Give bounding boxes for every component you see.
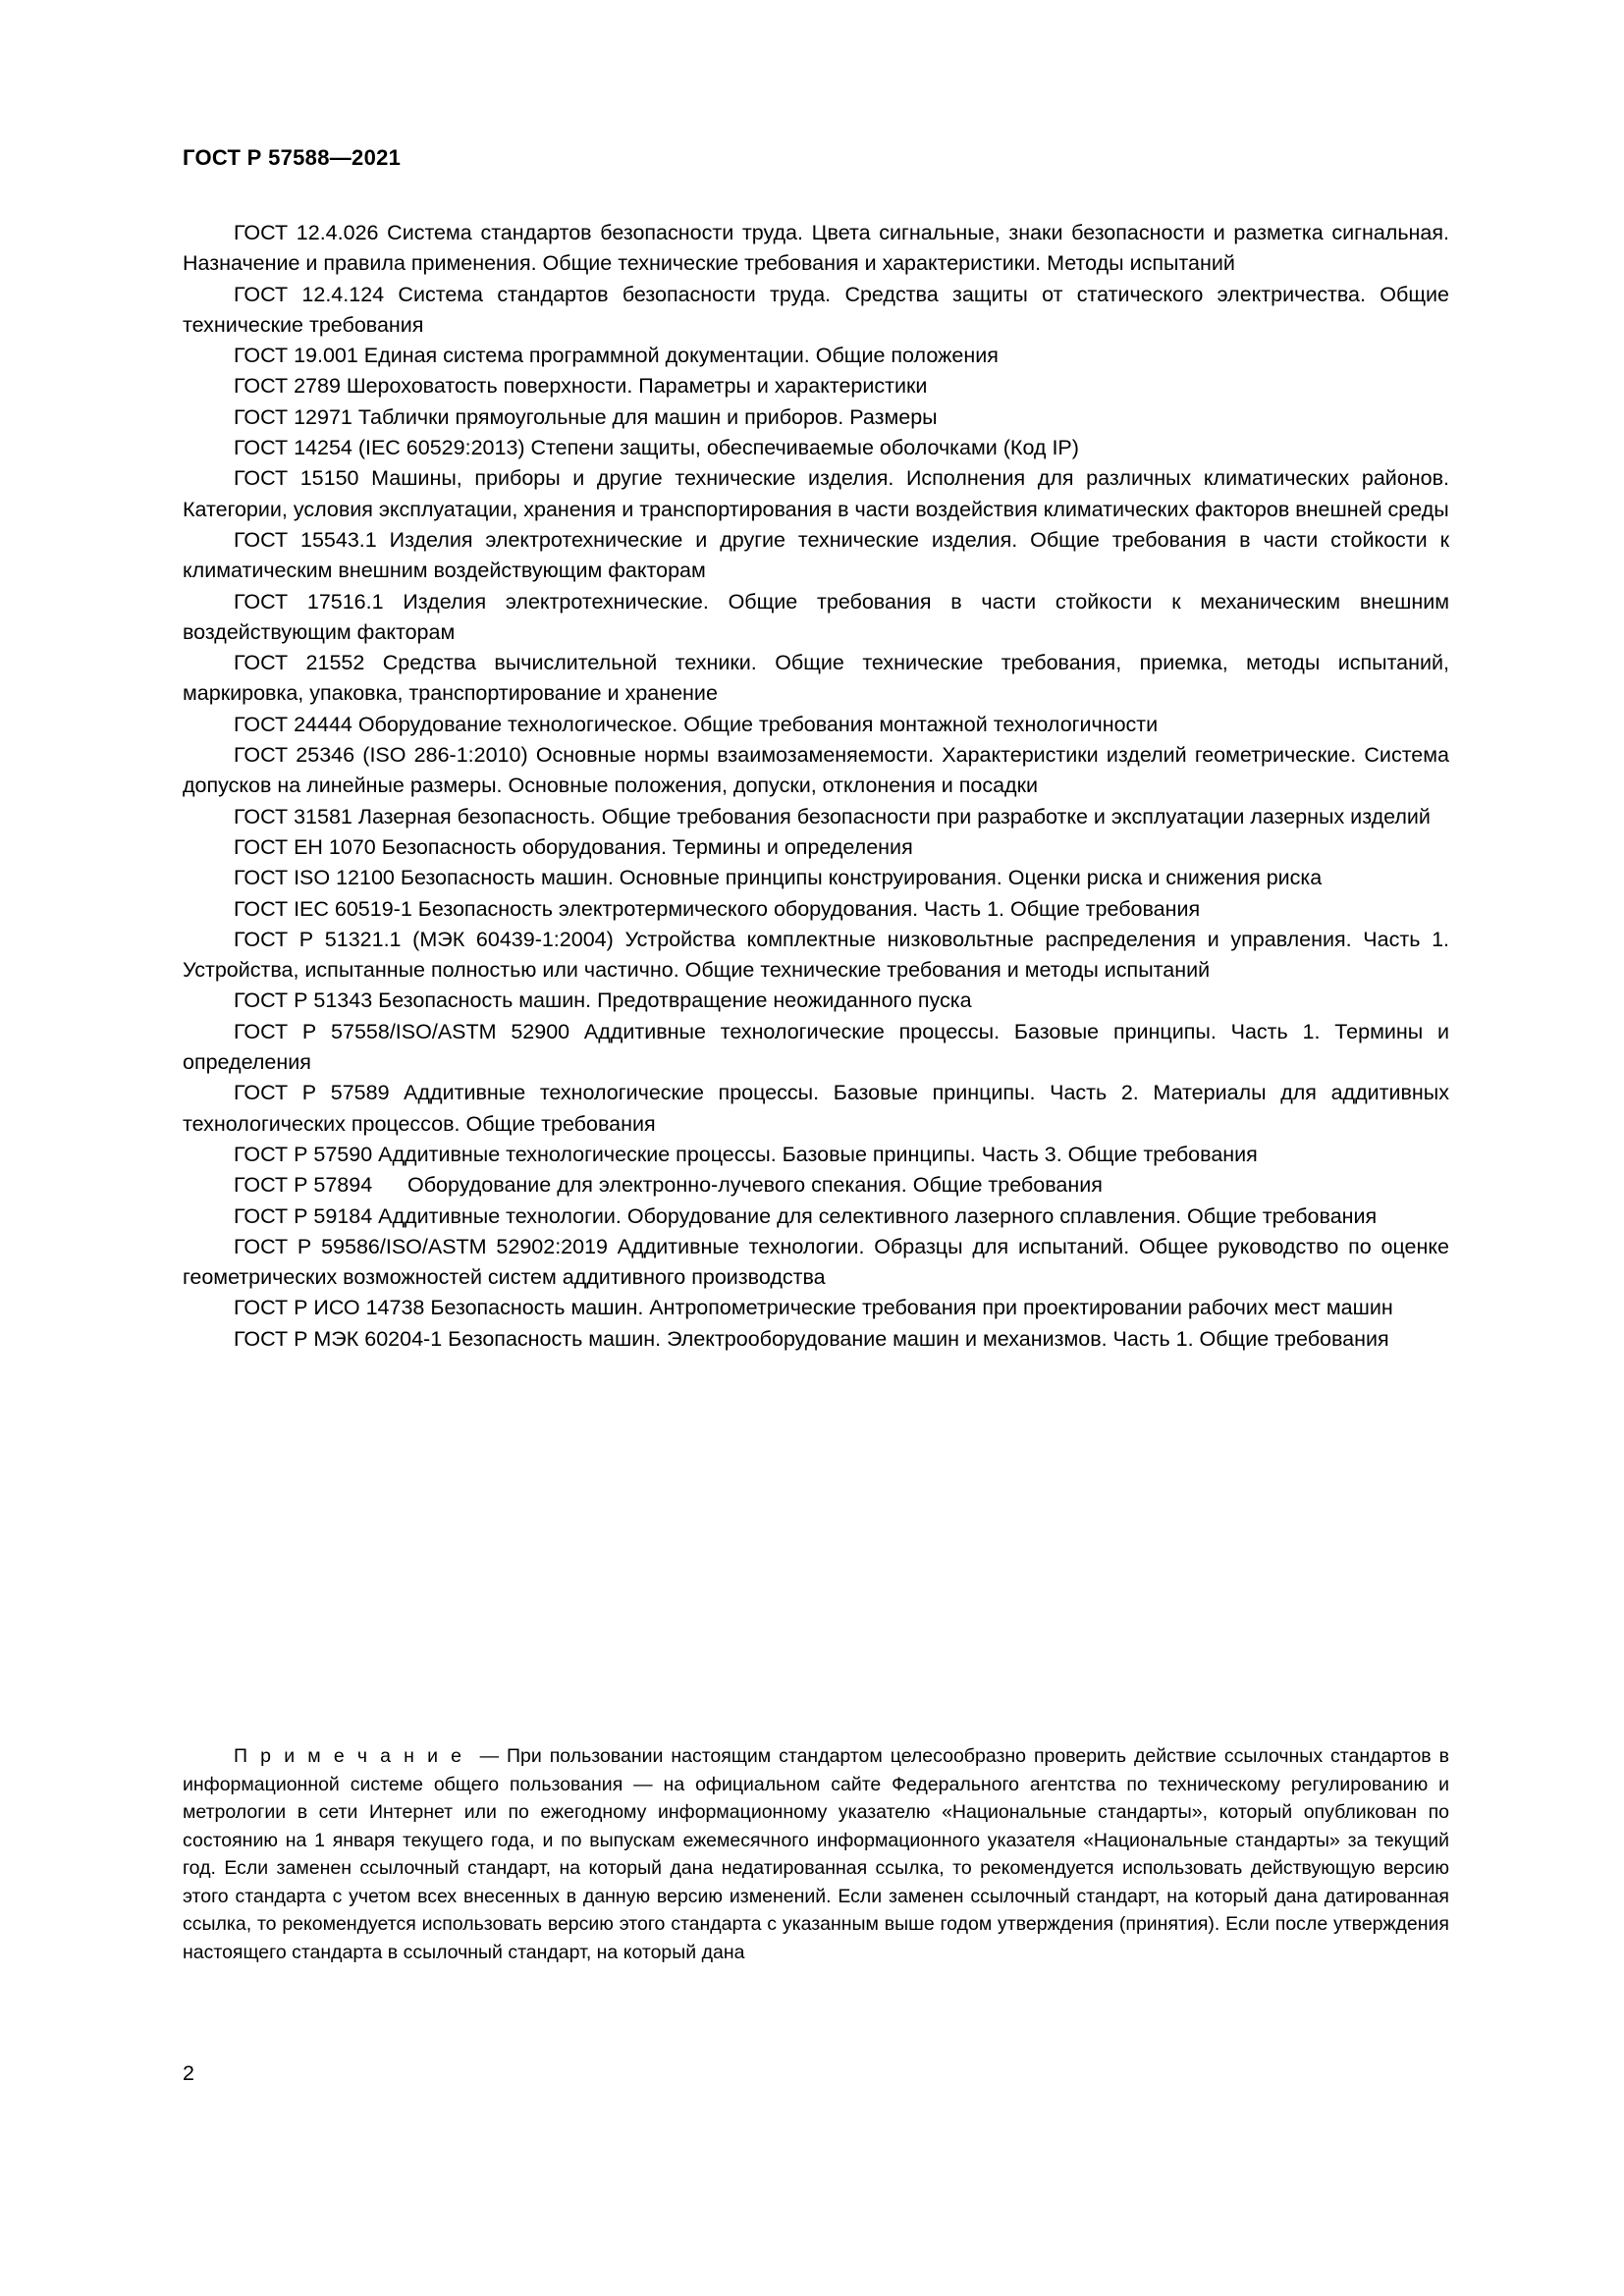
paragraph: ГОСТ Р 57590 Аддитивные технологические процессы. Базовые принципы. Часть 3. Общие требования (234, 1142, 1258, 1166)
paragraph: ГОСТ 14254 (IEC 60529:2013) Степени защиты, обеспечиваемые оболочками (Код IP) (234, 436, 1079, 460)
paragraph: ГОСТ Р 57558/ISO/ASTM 52900 Аддитивные технологические процессы. Базовые принципы. Часть 1. Термины и определения (183, 1019, 1449, 1075)
paragraph: ГОСТ Р 57894 Оборудование для электронно-лучевого спекания. Общие требования (234, 1173, 1103, 1198)
paragraph: ГОСТ Р 59586/ISO/ASTM 52902:2019 Аддитивные технологии. Образцы для испытаний. Общее руководство по оценке геометрических возможностей систем аддитивного производства (183, 1234, 1449, 1290)
paragraph: ГОСТ 19.001 Единая система программной документации. Общие положения (234, 344, 999, 368)
paragraph: ГОСТ 15150 Машины, приборы и другие технические изделия. Исполнения для различных климатических районов. Категории, условия эксплуатации, хранения и транспортирования в части воздействия климатических факторов внешней среды (183, 466, 1449, 521)
paragraph: ГОСТ IEC 60519-1 Безопасность электротермического оборудования. Часть 1. Общие требования (234, 896, 1201, 921)
note-text: При пользовании настоящим стандартом целесообразно проверить действие ссылочных стандартов в информационной системе общего пользования — на официальном сайте Федерального агентства по техническому регулированию и метрологии в сети Интернет или по ежегодному информационному указателю «Национальные стандарты», который опубликован по состоянию на 1 января текущего года, и по выпускам ежемесячного информационного указателя «Национальные стандарты» за текущий год. Если заменен ссылочный стандарт, на который дана недатированная ссылка, то рекомендуется использовать действующую версию этого стандарта с учетом всех внесенных в данную версию изменений. Если заменен ссылочный стандарт, на который дана датированная ссылка, то рекомендуется использовать версию этого стандарта с указанным выше годом утверждения (принятия). Если после утверждения настоящего стандарта в ссылочный стандарт, на который дана (183, 1745, 1449, 1963)
paragraph: ГОСТ ЕН 1070 Безопасность оборудования. Термины и определения (234, 834, 913, 859)
paragraph: ГОСТ 12.4.026 Система стандартов безопасности труда. Цвета сигнальные, знаки безопасности и разметка сигнальная. Назначение и правила применения. Общие технические требования и характеристики. Методы испытаний (183, 221, 1449, 276)
note-paragraph (183, 1742, 1449, 1966)
paragraph: ГОСТ 24444 Оборудование технологическое. Общие требования монтажной технологичности (234, 712, 1159, 736)
paragraph: ГОСТ Р 51321.1 (МЭК 60439-1:2004) Устройства комплектные низковольтные распределения и управления. Часть 1. Устройства, испытанные полностью или частично. Общие технические требования и методы испытаний (183, 927, 1449, 983)
note-block (183, 1742, 1449, 1966)
paragraph: ГОСТ Р МЭК 60204-1 Безопасность машин. Электрооборудование машин и механизмов. Часть 1. Общие требования (234, 1326, 1389, 1351)
page-number: 2 (183, 2061, 194, 2085)
paragraph: ГОСТ 31581 Лазерная безопасность. Общие требования безопасности при разработке и эксплуатации лазерных изделий (234, 804, 1431, 828)
paragraph: ГОСТ Р 59184 Аддитивные технологии. Оборудование для селективного лазерного сплавления. Общие требования (234, 1203, 1378, 1228)
paragraph: ГОСТ 17516.1 Изделия электротехнические. Общие требования в части стойкости к механическим внешним воздействующим факторам (183, 589, 1449, 644)
paragraph: ГОСТ 2789 Шероховатость поверхности. Параметры и характеристики (234, 374, 928, 399)
paragraph: ГОСТ 15543.1 Изделия электротехнические и другие технические изделия. Общие требования в части стойкости к климатическим внешним воздействующим факторам (183, 527, 1449, 583)
paragraph: ГОСТ Р 57589 Аддитивные технологические процессы. Базовые принципы. Часть 2. Материалы для аддитивных технологических процессов. Общие требования (183, 1081, 1449, 1136)
note-label: П р и м е ч а н и е (234, 1745, 464, 1767)
paragraph: ГОСТ 12971 Таблички прямоугольные для машин и приборов. Размеры (234, 404, 938, 429)
standards-reference-list (183, 218, 1449, 1355)
paragraph: ГОСТ 25346 (ISO 286-1:2010) Основные нормы взаимозаменяемости. Характеристики изделий геометрические. Система допусков на линейные размеры. Основные положения, допуски, отклонения и посадки (183, 743, 1449, 798)
paragraph: ГОСТ ISO 12100 Безопасность машин. Основные принципы конструирования. Оценки риска и снижения риска (234, 866, 1323, 890)
note-dash: — (479, 1745, 500, 1767)
paragraph: ГОСТ Р ИСО 14738 Безопасность машин. Антропометрические требования при проектировании рабочих мест машин (234, 1296, 1393, 1320)
paragraph: ГОСТ Р 51343 Безопасность машин. Предотвращение неожиданного пуска (234, 988, 972, 1013)
paragraph: ГОСТ 21552 Средства вычислительной техники. Общие технические требования, приемка, методы испытаний, маркировка, упаковка, транспортирование и хранение (183, 651, 1449, 706)
paragraph: ГОСТ 12.4.124 Система стандартов безопасности труда. Средства защиты от статического электричества. Общие технические требования (183, 282, 1449, 337)
page-header: ГОСТ Р 57588—2021 (183, 145, 402, 170)
